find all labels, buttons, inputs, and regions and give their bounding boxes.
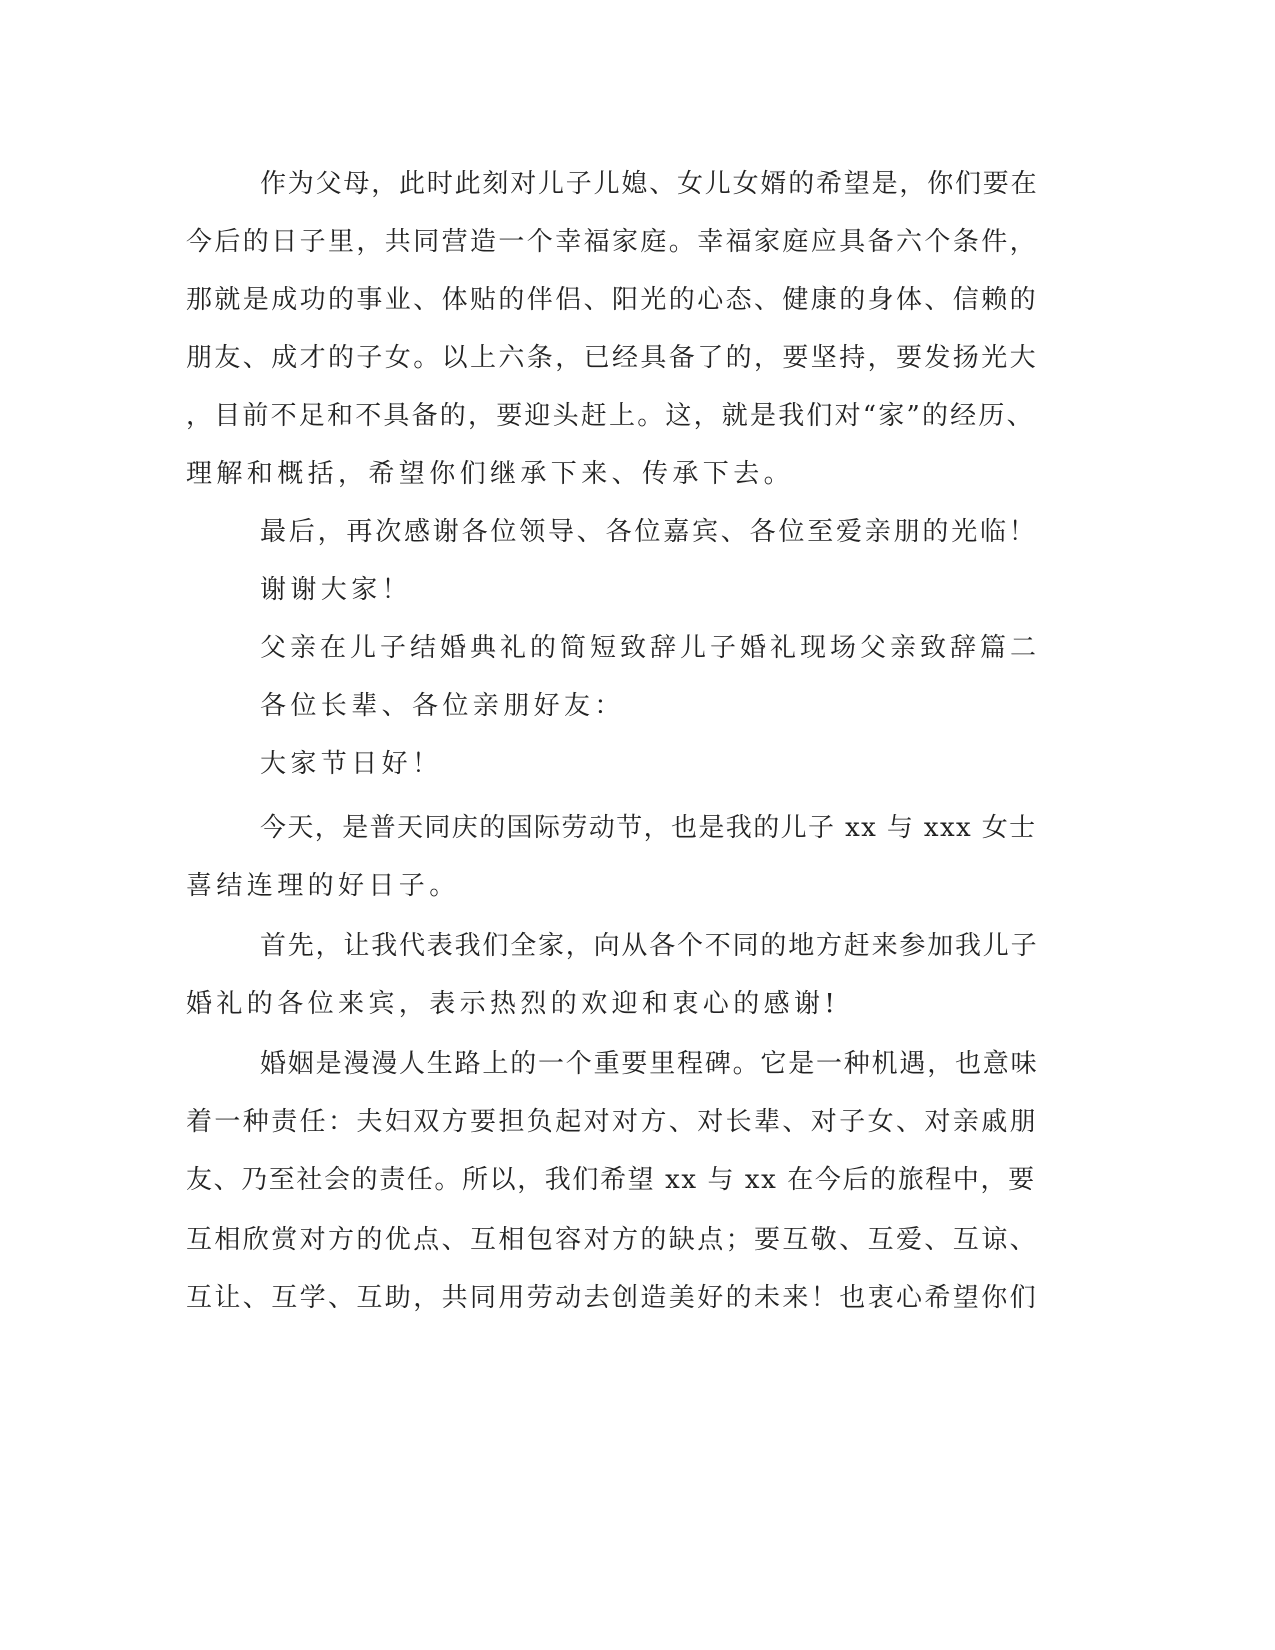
text-line: 最后，再次感谢各位领导、各位嘉宾、各位至爱亲朋的光临！	[260, 517, 1038, 547]
text-line: 婚姻是漫漫人生路上的一个重要里程碑。它是一种机遇，也意味	[260, 1049, 1039, 1079]
text-line: 各位长辈、各位亲朋好友：	[260, 691, 625, 721]
text-line: 今天，是普天同庆的国际劳动节，也是我的儿子 xx 与 xxx 女士	[260, 813, 1037, 843]
text-line: 喜结连理的好日子。	[186, 871, 460, 901]
text-line: 友、乃至社会的责任。所以，我们希望 xx 与 xx 在今后的旅程中，要	[186, 1165, 1036, 1195]
text-line: 作为父母，此时此刻对儿子儿媳、女儿女婿的希望是，你们要在	[260, 169, 1039, 199]
text-line: 理解和概括，希望你们继承下来、传承下去。	[186, 459, 795, 489]
text-line: 着一种责任：夫妇双方要担负起对对方、对长辈、对子女、对亲戚朋	[186, 1107, 1039, 1137]
text-line: 互让、互学、互助，共同用劳动去创造美好的未来！也衷心希望你们	[186, 1283, 1039, 1313]
text-line: 那就是成功的事业、体贴的伴侣、阳光的心态、健康的身体、信赖的	[186, 285, 1039, 315]
text-line: 大家节日好！	[260, 749, 443, 779]
text-line: 朋友、成才的子女。以上六条，已经具备了的，要坚持，要发扬光大	[186, 343, 1039, 373]
section-heading: 父亲在儿子结婚典礼的简短致辞儿子婚礼现场父亲致辞篇二	[260, 633, 1041, 663]
text-line: 今后的日子里，共同营造一个幸福家庭。幸福家庭应具备六个条件，	[186, 227, 1039, 257]
text-line: 互相欣赏对方的优点、互相包容对方的缺点；要互敬、互爱、互谅、	[186, 1225, 1039, 1255]
text-line: 谢谢大家！	[260, 575, 413, 605]
text-line: 婚礼的各位来宾，表示热烈的欢迎和衷心的感谢!	[186, 989, 840, 1019]
text-line: ，目前不足和不具备的，要迎头赶上。这，就是我们对“家”的经历、	[186, 401, 1035, 431]
text-line: 首先，让我代表我们全家，向从各个不同的地方赶来参加我儿子	[260, 931, 1039, 961]
